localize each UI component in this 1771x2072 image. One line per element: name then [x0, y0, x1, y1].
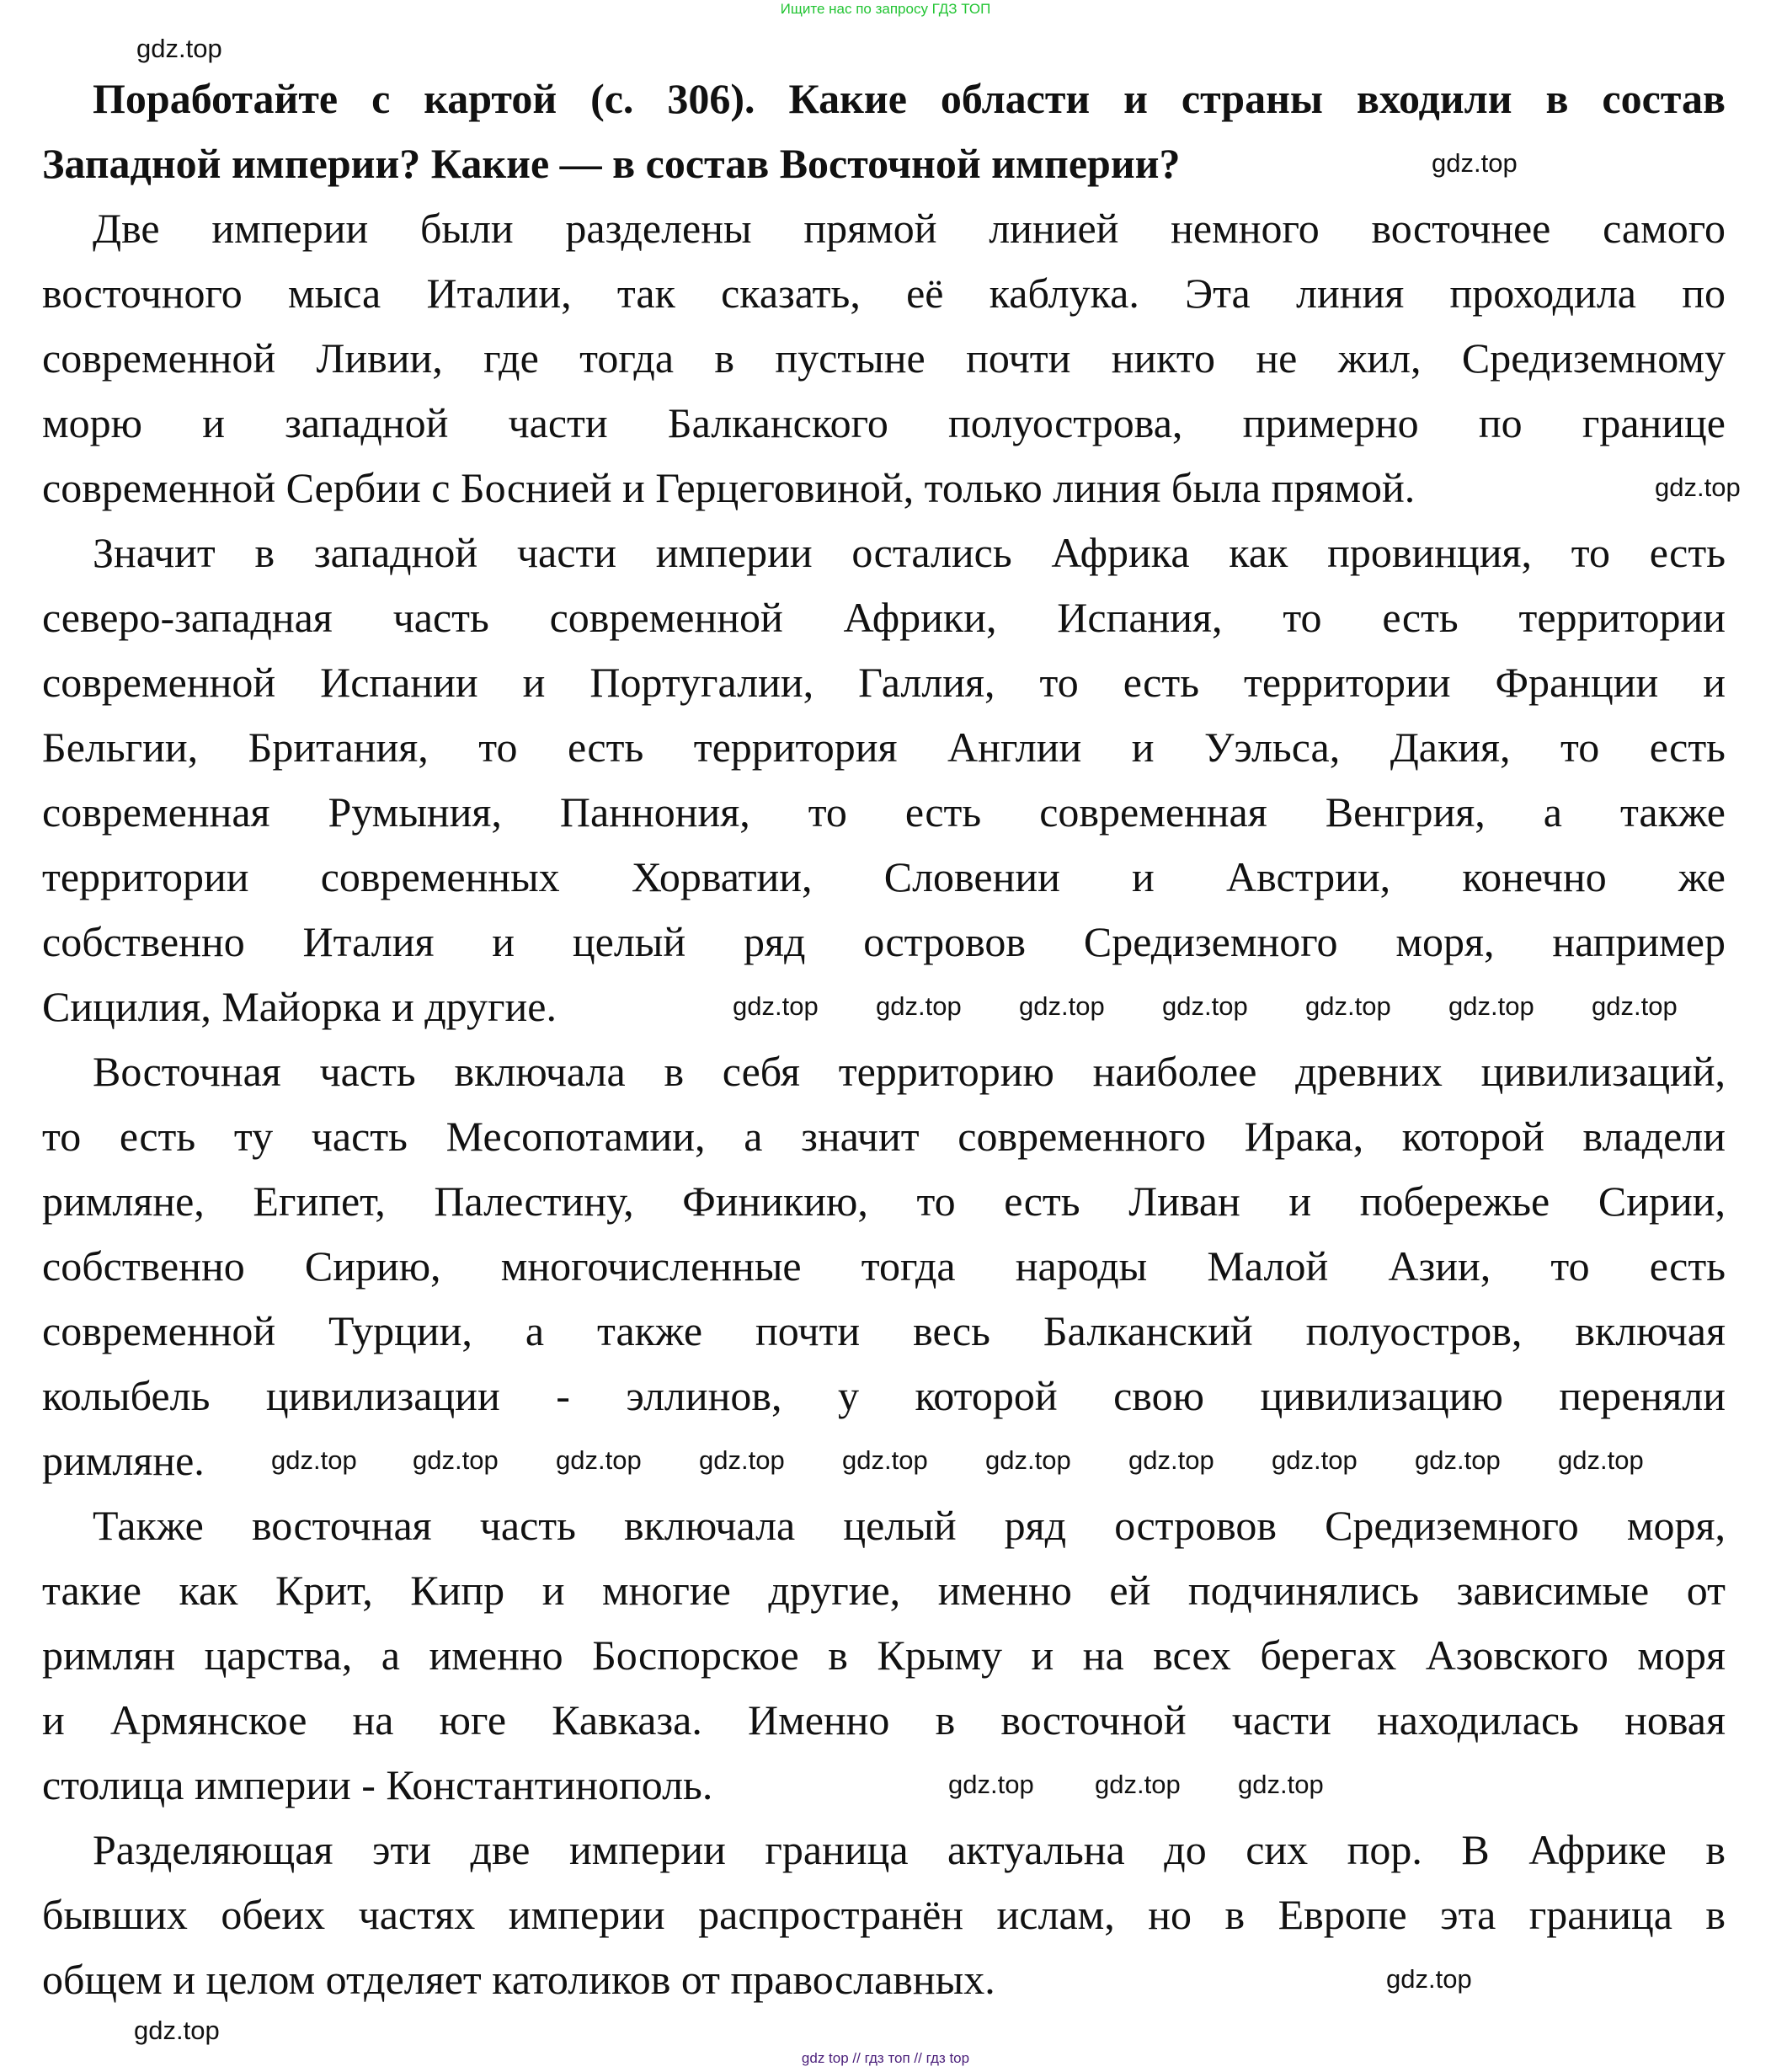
question-line: Поработайте с картой (с. 306). Какие области и страны входили в состав: [93, 75, 1726, 122]
text-line: Восточная часть включала в себя территорию наиболее древних цивилизаций,: [93, 1048, 1726, 1095]
watermark: gdz.top: [948, 1770, 1034, 1799]
text-line: восточного мыса Италии, так сказать, её каблука. Эта линия проходила по: [42, 270, 1726, 317]
watermark: gdz.top: [1415, 1445, 1501, 1475]
text-line: современная Румыния, Паннония, то есть современная Венгрия, а также: [42, 788, 1726, 836]
watermark: gdz.top: [1162, 991, 1248, 1021]
watermark: gdz.top: [876, 991, 962, 1021]
answer-text: [42, 196, 1726, 2012]
text-line: столица империи - Константинополь.: [42, 1761, 713, 1808]
watermark: gdz.top: [1448, 991, 1534, 1021]
text-line: такие как Крит, Кипр и многие другие, именно ей подчинялись зависимые от: [42, 1567, 1726, 1614]
text-line: Разделяющая эти две империи граница актуальна до сих пор. В Африке в: [93, 1826, 1726, 1873]
text-line: современной Турции, а также почти весь Балканский полуостров, включая: [42, 1307, 1726, 1354]
watermark: gdz.top: [1655, 473, 1741, 502]
paragraph: [42, 521, 1726, 1039]
watermark: gdz.top: [1019, 991, 1105, 1021]
text-line: собственно Италия и целый ряд островов Средиземного моря, например: [42, 918, 1726, 965]
watermark: gdz.top: [1305, 991, 1391, 1021]
text-line: северо-западная часть современной Африки, Испания, то есть территории: [42, 594, 1726, 641]
text-line: Также восточная часть включала целый ряд островов Средиземного моря,: [93, 1502, 1726, 1549]
watermark: gdz.top: [1095, 1770, 1181, 1799]
text-line: Бельгии, Британия, то есть территория Англии и Уэльса, Дакия, то есть: [42, 724, 1726, 771]
text-line: территории современных Хорватии, Словении и Австрии, конечно же: [42, 853, 1726, 900]
paragraph: [42, 196, 1726, 521]
watermark: gdz.top: [413, 1445, 499, 1475]
watermark: gdz.top: [136, 34, 222, 63]
text-line: современной Сербии с Боснией и Герцеговиной, только линия была прямой.: [42, 464, 1416, 511]
footer-watermark: gdz top // гдз топ // гдз top: [801, 2050, 970, 2066]
watermark: gdz.top: [1558, 1445, 1644, 1475]
watermark: gdz.top: [985, 1445, 1071, 1475]
text-line: Сицилия, Майорка и другие.: [42, 983, 557, 1030]
text-line: Значит в западной части империи остались Африка как провинция, то есть: [93, 529, 1726, 576]
watermark: gdz.top: [134, 2016, 220, 2045]
search-hint-banner: Ищите нас по запросу ГДЗ ТОП: [780, 1, 991, 17]
watermark: gdz.top: [1386, 1964, 1472, 1994]
text-line: колыбель цивилизации - эллинов, у которой свою цивилизацию переняли: [42, 1372, 1726, 1419]
text-line: современной Испании и Португалии, Галлия, то есть территории Франции и: [42, 659, 1726, 706]
watermark: gdz.top: [556, 1445, 642, 1475]
watermark: gdz.top: [271, 1445, 357, 1475]
watermark: gdz.top: [1592, 991, 1678, 1021]
watermark: gdz.top: [1272, 1445, 1358, 1475]
watermark: gdz.top: [733, 991, 819, 1021]
text-line: то есть ту часть Месопотамии, а значит современного Ирака, которой владели: [42, 1113, 1726, 1160]
watermark: gdz.top: [1432, 148, 1518, 178]
answer-content: [42, 67, 1726, 2012]
paragraph: [42, 1818, 1726, 2012]
question-line: Западной империи? Какие — в состав Восточной империи?: [42, 140, 1181, 187]
text-line: морю и западной части Балканского полуострова, примерно по границе: [42, 399, 1726, 446]
text-line: римляне, Египет, Палестину, Финикию, то есть Ливан и побережье Сирии,: [42, 1178, 1726, 1225]
text-line: общем и целом отделяет католиков от православных.: [42, 1956, 995, 2003]
text-line: собственно Сирию, многочисленные тогда народы Малой Азии, то есть: [42, 1242, 1726, 1290]
text-line: римляне.: [42, 1437, 205, 1484]
paragraph: [42, 1493, 1726, 1818]
watermark: gdz.top: [1128, 1445, 1214, 1475]
text-line: современной Ливии, где тогда в пустыне почти никто не жил, Средиземному: [42, 334, 1726, 382]
watermark: gdz.top: [699, 1445, 785, 1475]
text-line: Две империи были разделены прямой линией немного восточнее самого: [93, 205, 1726, 252]
paragraph: [42, 1039, 1726, 1493]
text-line: римлян царства, а именно Боспорское в Крыму и на всех берегах Азовского моря: [42, 1631, 1726, 1679]
watermark: gdz.top: [842, 1445, 928, 1475]
text-line: бывших обеих частях империи распространён ислам, но в Европе эта граница в: [42, 1891, 1726, 1938]
text-line: и Армянское на юге Кавказа. Именно в восточной части находилась новая: [42, 1696, 1726, 1744]
watermark: gdz.top: [1238, 1770, 1324, 1799]
